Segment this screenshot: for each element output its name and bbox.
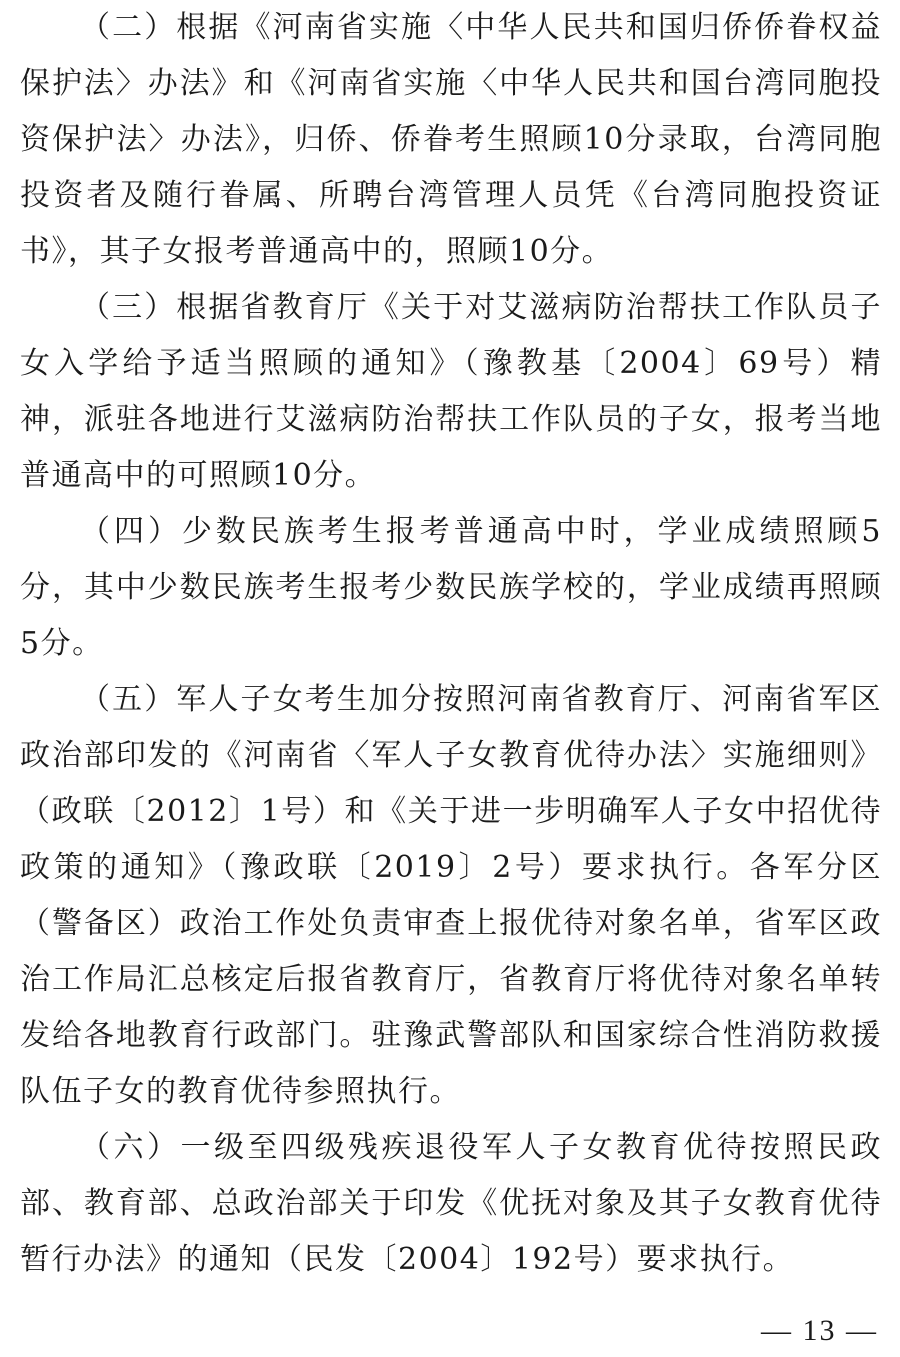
paragraph-3: （三）根据省教育厅《关于对艾滋病防治帮扶工作队员子女入学给予适当照顾的通知》（豫教基〔2004〕69号）精神，派驻各地进行艾滋病防治帮扶工作队员的子女，报考当地普通高中的可照顾10分。	[20, 290, 882, 493]
paragraph-4: （四）少数民族考生报考普通高中时，学业成绩照顾5分，其中少数民族考生报考少数民族学校的，学业成绩再照顾5分。	[20, 514, 882, 661]
paragraph-5: （五）军人子女考生加分按照河南省教育厅、河南省军区政治部印发的《河南省〈军人子女教育优待办法〉实施细则》（政联〔2012〕1号）和《关于进一步明确军人子女中招优待政策的通知》（豫政联〔2019〕2号）要求执行。各军分区（警备区）政治工作处负责审查上报优待对象名单，省军区政治工作局汇总核定后报省教育厅，省教育厅将优待对象名单转发给各地教育行政部门。驻豫武警部队和国家综合性消防救援队伍子女的教育优待参照执行。	[20, 682, 882, 1109]
page-number: — 13 —	[761, 1314, 878, 1347]
paragraph-6: （六）一级至四级残疾退役军人子女教育优待按照民政部、教育部、总政治部关于印发《优抚对象及其子女教育优待暂行办法》的通知（民发〔2004〕192号）要求执行。	[20, 1130, 882, 1277]
paragraph-2: （二）根据《河南省实施〈中华人民共和国归侨侨眷权益保护法〉办法》和《河南省实施〈中华人民共和国台湾同胞投资保护法〉办法》，归侨、侨眷考生照顾10分录取，台湾同胞投资者及随行眷属、所聘台湾管理人员凭《台湾同胞投资证书》，其子女报考普通高中的，照顾10分。	[20, 10, 882, 269]
document-body	[20, 0, 882, 1288]
